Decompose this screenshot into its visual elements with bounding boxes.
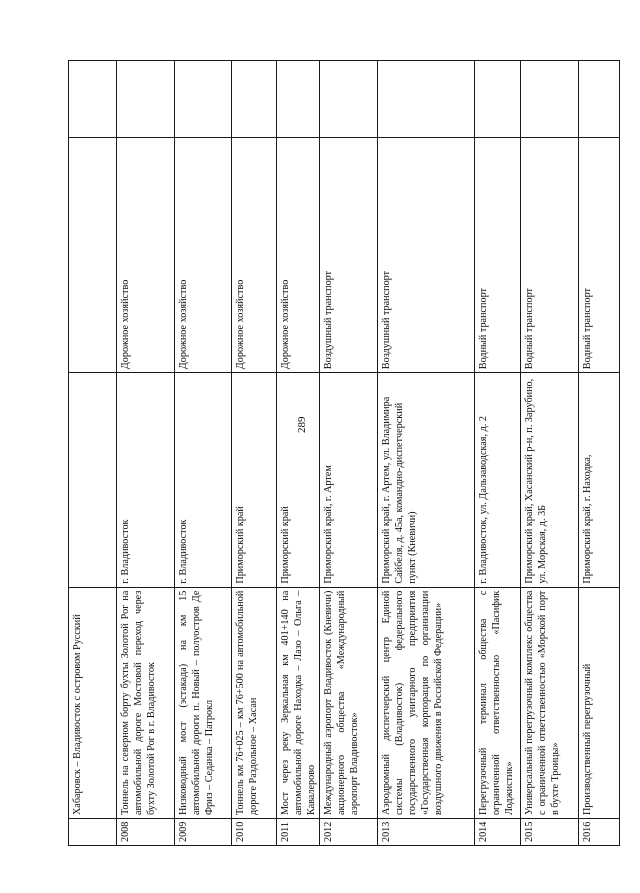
empty-cell — [175, 61, 231, 137]
table-row — [378, 61, 475, 845]
object-name-cell: Производственный перегрузочный — [579, 587, 619, 818]
object-name-cell: Тоннель на северном борту бухты Золотой Рог на автомобильной дороге Мостовой переход через бухту Золотой Рог в г. Владивосток — [117, 587, 174, 818]
empty-cell — [475, 61, 520, 137]
location-cell: г. Владивосток — [175, 372, 231, 586]
sector-cell: Дорожное хозяйство — [232, 137, 276, 372]
table-row — [320, 61, 378, 845]
location-cell — [69, 372, 116, 586]
sector-cell: Водный транспорт — [579, 137, 619, 372]
sector-cell: Дорожное хозяйство — [175, 137, 231, 372]
year-cell: 2015 — [521, 818, 578, 845]
object-name-cell: Аэродромный диспетчерский центр Единой системы (Владивосток) федерального государственного унитарного предприятия «Государственная корпорация по организации воздушного движения в Российской Федерации» — [378, 587, 474, 818]
table-row — [521, 61, 579, 845]
table-row — [69, 61, 117, 845]
object-name-cell: Хабаровск – Владивосток с островом Русский — [69, 587, 116, 818]
sector-cell: Дорожное хозяйство — [117, 137, 174, 372]
year-cell — [69, 818, 116, 845]
sector-cell — [69, 137, 116, 372]
location-cell: Приморский край — [277, 372, 319, 586]
year-cell: 2009 — [175, 818, 231, 845]
empty-cell — [579, 61, 619, 137]
objects-table — [68, 60, 620, 846]
sector-cell: Воздушный транспорт — [320, 137, 377, 372]
table-row — [277, 61, 320, 845]
page-number: 289 — [296, 416, 308, 433]
year-cell: 2013 — [378, 818, 474, 845]
location-cell: г. Владивосток, ул. Дальзаводская, д. 2 — [475, 372, 520, 586]
location-cell: г. Владивосток — [117, 372, 174, 586]
year-cell: 2008 — [117, 818, 174, 845]
location-cell: Приморский край, г. Артем, ул. Владимира Сайбеля, д. 45а, командно-диспетчерский пункт (Кневичи) — [378, 372, 474, 586]
object-name-cell: Перегрузочный терминал общества с ограниченной ответственностью «Пасифик Лоджистик» — [475, 587, 520, 818]
sector-cell: Водный транспорт — [521, 137, 578, 372]
table-row — [579, 61, 619, 845]
object-name-cell: Универсальный перегрузочный комплекс общества с ограниченной ответственностью «Морской порт в бухте Троицы» — [521, 587, 578, 818]
location-cell: Приморский край, г. Артем — [320, 372, 377, 586]
empty-cell — [69, 61, 116, 137]
year-cell: 2014 — [475, 818, 520, 845]
location-cell: Приморский край, Хасанский р-н, п. Зарубино, ул. Морская, д. 3Б — [521, 372, 578, 586]
empty-cell — [521, 61, 578, 137]
table-row — [475, 61, 521, 845]
empty-cell — [320, 61, 377, 137]
object-name-cell: Международный аэропорт Владивосток (Кневичи) акционерного общества «Международный аэропорт Владивосток» — [320, 587, 377, 818]
year-cell: 2011 — [277, 818, 319, 845]
empty-cell — [277, 61, 319, 137]
object-name-cell: Низководный мост (эстакада) на км 15 автомобильной дороги п. Новый – полуостров Де Фриз – Седанка – Патрокл — [175, 587, 231, 818]
sector-cell: Воздушный транспорт — [378, 137, 474, 372]
table-row — [175, 61, 232, 845]
year-cell: 2016 — [579, 818, 619, 845]
year-cell: 2012 — [320, 818, 377, 845]
location-cell: Приморский край — [232, 372, 276, 586]
empty-cell — [232, 61, 276, 137]
table-row — [232, 61, 277, 845]
empty-cell — [117, 61, 174, 137]
empty-cell — [378, 61, 474, 137]
sector-cell: Дорожное хозяйство — [277, 137, 319, 372]
object-name-cell: Мост через реку Зеркальная км 401+140 на автомобильной дороге Находка – Лазо – Ольга – Кавалерово — [277, 587, 319, 818]
year-cell: 2010 — [232, 818, 276, 845]
sector-cell: Водный транспорт — [475, 137, 520, 372]
location-cell: Приморский край, г. Находка, — [579, 372, 619, 586]
table-row — [117, 61, 175, 845]
object-name-cell: Тоннель км 76+025 – км 76+500 на автомобильной дороге Раздольное – Хасан — [232, 587, 276, 818]
